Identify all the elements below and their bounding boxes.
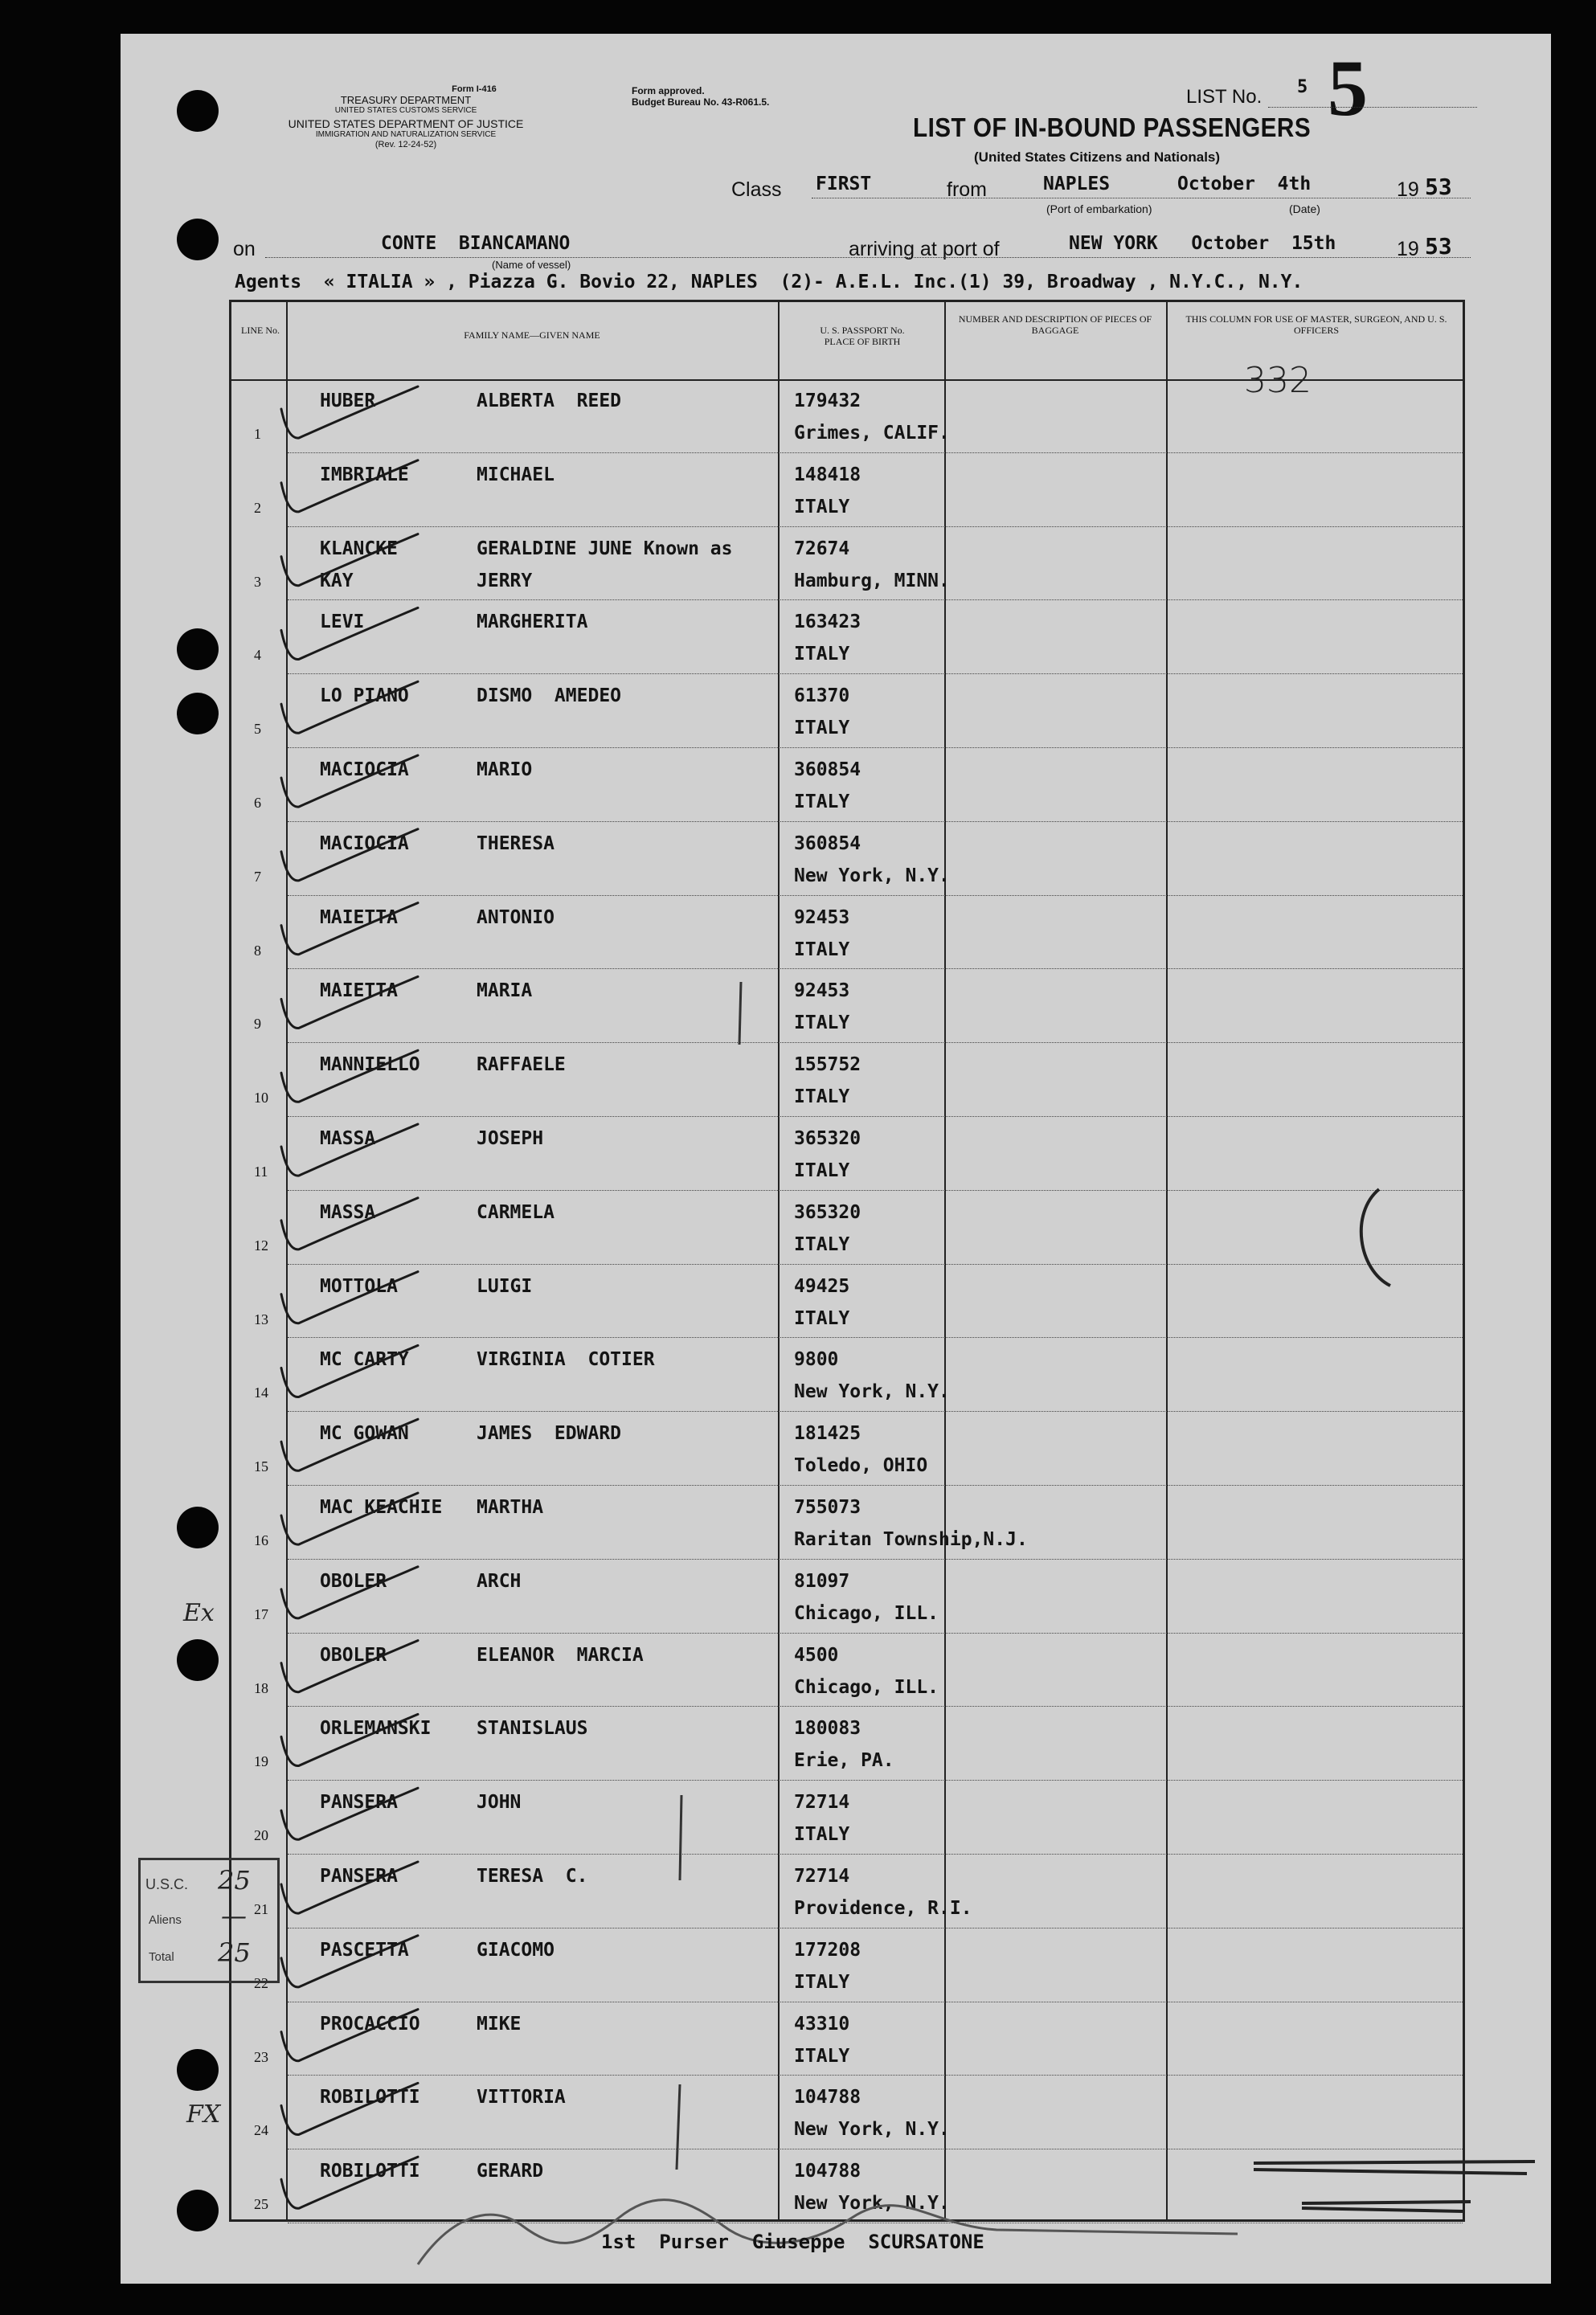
family-name: ORLEMANSKI bbox=[320, 1718, 432, 1740]
header-baggage: NUMBER AND DESCRIPTION OF PIECES OF BAGGAGE bbox=[958, 313, 1152, 336]
line-number: 16 bbox=[254, 1532, 268, 1548]
line-number: 15 bbox=[254, 1458, 268, 1475]
passport-number: 163423 bbox=[794, 611, 861, 633]
checkmark bbox=[281, 1050, 418, 1102]
place-of-birth: Providence, R.I. bbox=[794, 1898, 972, 1919]
family-name: HUBER bbox=[320, 391, 376, 411]
place-of-birth: Raritan Township,N.J. bbox=[794, 1529, 1028, 1550]
line-number: 14 bbox=[254, 1385, 268, 1401]
family-name: OBOLER bbox=[320, 1570, 387, 1592]
list-no-typed: 5 bbox=[1297, 77, 1308, 97]
embarkation-date: October 4th bbox=[1177, 174, 1312, 194]
stamp-usc-label: U.S.C. bbox=[145, 1876, 189, 1892]
embarkation-port: NAPLES bbox=[1043, 174, 1111, 194]
line-number: 11 bbox=[254, 1164, 268, 1180]
family-name: IMBRIALE bbox=[320, 464, 409, 485]
given-name: ELEANOR MARCIA bbox=[477, 1644, 644, 1666]
stamp-usc-value: 25 bbox=[218, 1865, 251, 1896]
line-number: 10 bbox=[254, 1090, 268, 1106]
vessel-caption: (Name of vessel) bbox=[492, 259, 571, 271]
given-name: MARIO bbox=[477, 759, 533, 780]
form-number: Form I-416 bbox=[452, 84, 497, 94]
line-number: 2 bbox=[254, 499, 261, 516]
family-name: MACIOCIA bbox=[320, 759, 409, 780]
passport-number: 148418 bbox=[794, 464, 861, 485]
revision: (Rev. 12-24-52) bbox=[374, 140, 437, 149]
place-of-birth: ITALY bbox=[794, 718, 850, 739]
place-of-birth: ITALY bbox=[794, 1012, 850, 1034]
purser-signature-line: 1st Purser Giuseppe SCURSATONE bbox=[601, 2231, 984, 2253]
vessel-name: CONTE BIANCAMANO bbox=[381, 233, 571, 254]
line-number: 7 bbox=[254, 868, 261, 885]
line-number: 3 bbox=[254, 573, 261, 590]
given-name: ALBERTA REED bbox=[477, 391, 622, 411]
line-number: 9 bbox=[254, 1016, 261, 1033]
passport-number: 179432 bbox=[794, 391, 861, 411]
line-number: 13 bbox=[254, 1311, 268, 1327]
faint-stamp-arc bbox=[1361, 1189, 1390, 1286]
given-name: RAFFAELE bbox=[477, 1054, 566, 1076]
passport-number: 72714 bbox=[794, 1792, 850, 1814]
family-name: MASSA bbox=[320, 1201, 376, 1223]
checkmark bbox=[281, 1641, 418, 1692]
embark-year: 53 bbox=[1425, 174, 1452, 200]
form-subtitle: (United States Citizens and Nationals) bbox=[974, 149, 1221, 165]
passport-number: 9800 bbox=[794, 1349, 839, 1371]
family-name: MAC KEACHIE bbox=[320, 1497, 443, 1518]
checkmark bbox=[281, 1788, 418, 1839]
place-of-birth: ITALY bbox=[794, 2045, 850, 2067]
checkmark bbox=[281, 1272, 418, 1323]
family-name: MOTTOLA bbox=[320, 1275, 398, 1297]
alias-given-name: JERRY bbox=[477, 570, 533, 591]
family-name: MACIOCIA bbox=[320, 832, 409, 854]
stamp-aliens-label: Aliens bbox=[149, 1913, 182, 1927]
class-value: FIRST bbox=[816, 174, 872, 194]
family-name: PANSERA bbox=[320, 1866, 398, 1887]
line-number: 17 bbox=[254, 1605, 268, 1622]
line-number: 25 bbox=[254, 2196, 268, 2213]
place-of-birth: ITALY bbox=[794, 496, 850, 517]
given-name: JOSEPH bbox=[477, 1128, 544, 1149]
passport-number: 92453 bbox=[794, 980, 850, 1002]
margin-mark-fx: FX bbox=[186, 2100, 221, 2129]
place-of-birth: ITALY bbox=[794, 1086, 850, 1108]
place-of-birth: Chicago, ILL. bbox=[794, 1602, 939, 1624]
family-name: MAIETTA bbox=[320, 980, 398, 1002]
given-name: JAMES EDWARD bbox=[477, 1423, 622, 1445]
line-number: 21 bbox=[254, 1901, 268, 1917]
place-of-birth: ITALY bbox=[794, 644, 850, 665]
margin-mark-ex: Ex bbox=[183, 1599, 215, 1627]
line-number: 24 bbox=[254, 2122, 268, 2139]
checkmark bbox=[281, 1936, 418, 1987]
stamp-total-label: Total bbox=[149, 1950, 174, 1964]
given-name: STANISLAUS bbox=[477, 1718, 588, 1740]
line-number: 1 bbox=[254, 426, 261, 442]
given-name: CARMELA bbox=[477, 1201, 555, 1223]
pencil-stroke bbox=[680, 1795, 681, 1880]
checkmark bbox=[281, 2157, 418, 2208]
family-name: MAIETTA bbox=[320, 906, 398, 928]
checkmark bbox=[281, 2010, 418, 2061]
checkmark bbox=[281, 903, 418, 955]
checkmark bbox=[281, 607, 418, 659]
checkmark bbox=[281, 681, 418, 733]
passport-number: 155752 bbox=[794, 1054, 861, 1076]
line-number: 23 bbox=[254, 2048, 268, 2065]
family-name: MC GOWAN bbox=[320, 1423, 409, 1445]
ins-service: IMMIGRATION AND NATURALIZATION SERVICE bbox=[315, 130, 497, 139]
header-line-no: LINE No. bbox=[241, 325, 280, 336]
family-name: LO PIANO bbox=[320, 685, 409, 707]
given-name: GIACOMO bbox=[477, 1939, 555, 1961]
passport-number: 177208 bbox=[794, 1939, 861, 1961]
place-of-birth: ITALY bbox=[794, 1971, 850, 1993]
place-of-birth: Hamburg, MINN. bbox=[794, 570, 950, 591]
checkmark bbox=[281, 1419, 418, 1470]
checkmark bbox=[281, 1862, 418, 1913]
form-approved: Form approved. bbox=[632, 85, 705, 96]
pencil-stroke bbox=[677, 2084, 680, 2170]
officer-note: 332 bbox=[1244, 360, 1312, 401]
given-name: GERARD bbox=[477, 2161, 544, 2182]
checkmark bbox=[281, 534, 418, 586]
checkmark bbox=[281, 1493, 418, 1544]
family-name: MC CARTY bbox=[320, 1349, 409, 1371]
place-of-birth: Erie, PA. bbox=[794, 1750, 894, 1772]
place-of-birth: ITALY bbox=[794, 1160, 850, 1181]
given-name: MIKE bbox=[477, 2013, 522, 2035]
place-of-birth: New York, N.Y. bbox=[794, 1381, 950, 1403]
checkmark bbox=[281, 976, 418, 1028]
checkmark bbox=[281, 1198, 418, 1250]
bureau-number: Budget Bureau No. 43-R061.5. bbox=[632, 96, 770, 108]
arriving-label: arriving at port of bbox=[849, 238, 1000, 260]
passport-number: 81097 bbox=[794, 1570, 850, 1592]
passport-number: 365320 bbox=[794, 1128, 861, 1149]
stamp-total-value: 25 bbox=[218, 1937, 251, 1968]
checkmark bbox=[281, 829, 418, 881]
checkmark bbox=[281, 387, 418, 438]
header-passport: U. S. PASSPORT No. PLACE OF BIRTH bbox=[820, 325, 905, 347]
place-of-birth: New York, N.Y. bbox=[794, 2119, 950, 2141]
line-number: 5 bbox=[254, 721, 261, 738]
given-name: MICHAEL bbox=[477, 464, 555, 485]
place-of-birth: ITALY bbox=[794, 939, 850, 960]
family-name: KLANCKE bbox=[320, 538, 398, 559]
family-name: PANSERA bbox=[320, 1792, 398, 1814]
passport-number: 43310 bbox=[794, 2013, 850, 2035]
list-no-large: 5 bbox=[1328, 43, 1368, 133]
checkmark bbox=[281, 2083, 418, 2134]
year-prefix: 19 bbox=[1397, 178, 1419, 201]
passport-number: 72714 bbox=[794, 1866, 850, 1887]
family-name: PASCETTA bbox=[320, 1939, 409, 1961]
alias-family-name: KAY bbox=[320, 570, 354, 591]
family-name: MASSA bbox=[320, 1128, 376, 1149]
place-of-birth: ITALY bbox=[794, 1307, 850, 1329]
line-number: 12 bbox=[254, 1237, 268, 1254]
given-name: THERESA bbox=[477, 832, 555, 854]
crossed-out-mark bbox=[1254, 2162, 1535, 2211]
given-name: JOHN bbox=[477, 1792, 522, 1814]
passport-number: 104788 bbox=[794, 2087, 861, 2108]
passport-number: 72674 bbox=[794, 538, 850, 559]
place-of-birth: Grimes, CALIF. bbox=[794, 423, 950, 444]
customs-service: UNITED STATES CUSTOMS SERVICE bbox=[334, 106, 477, 115]
on-label: on bbox=[233, 238, 256, 260]
given-name: LUIGI bbox=[477, 1275, 533, 1297]
header-family-name: FAMILY NAME—GIVEN NAME bbox=[464, 329, 600, 341]
place-of-birth: Chicago, ILL. bbox=[794, 1676, 939, 1698]
place-of-birth: New York, N.Y. bbox=[794, 2193, 950, 2215]
passport-number: 92453 bbox=[794, 906, 850, 928]
passport-number: 360854 bbox=[794, 759, 861, 780]
given-name: VITTORIA bbox=[477, 2087, 566, 2108]
given-name: DISMO AMEDEO bbox=[477, 685, 622, 707]
family-name: OBOLER bbox=[320, 1644, 387, 1666]
given-name: MARTHA bbox=[477, 1497, 544, 1518]
checkmark bbox=[281, 755, 418, 807]
line-number: 8 bbox=[254, 942, 261, 959]
family-name: ROBILOTTI bbox=[320, 2161, 420, 2182]
passport-number: 49425 bbox=[794, 1275, 850, 1297]
passport-number: 104788 bbox=[794, 2161, 861, 2182]
given-name: ARCH bbox=[477, 1570, 522, 1592]
given-name: VIRGINIA COTIER bbox=[477, 1349, 655, 1371]
place-of-birth: New York, N.Y. bbox=[794, 865, 950, 886]
given-name: TERESA C. bbox=[477, 1866, 588, 1887]
family-name: MANNIELLO bbox=[320, 1054, 420, 1076]
place-of-birth: Toledo, OHIO bbox=[794, 1455, 928, 1477]
stamp-aliens-value: — bbox=[221, 1900, 247, 1931]
checkmark bbox=[281, 1567, 418, 1618]
from-label: from bbox=[947, 178, 987, 201]
form-title: LIST OF IN-BOUND PASSENGERS bbox=[913, 112, 1312, 142]
line-number: 19 bbox=[254, 1753, 268, 1770]
passport-number: 4500 bbox=[794, 1644, 839, 1666]
given-name: MARGHERITA bbox=[477, 611, 588, 633]
checkmark bbox=[281, 1714, 418, 1765]
arrival-port-date: NEW YORK October 15th bbox=[1069, 233, 1336, 254]
line-number: 4 bbox=[254, 647, 261, 664]
passport-number: 755073 bbox=[794, 1497, 861, 1518]
port-caption: (Port of embarkation) bbox=[1046, 202, 1152, 215]
pencil-stroke bbox=[739, 982, 741, 1045]
header-officers: THIS COLUMN FOR USE OF MASTER, SURGEON, AND U. S. OFFICERS bbox=[1185, 313, 1447, 336]
year-prefix-2: 19 bbox=[1397, 238, 1419, 260]
given-name: GERALDINE JUNE Known as bbox=[477, 538, 733, 559]
dept-justice: UNITED STATES DEPARTMENT OF JUSTICE bbox=[288, 117, 524, 130]
family-name: PROCACCIO bbox=[320, 2013, 420, 2035]
checkmark bbox=[281, 460, 418, 512]
line-number: 20 bbox=[254, 1827, 268, 1844]
family-name: ROBILOTTI bbox=[320, 2087, 420, 2108]
agents-line: Agents « ITALIA » , Piazza G. Bovio 22, NAPLES (2)- A.E.L. Inc.(1) 39, Broadway , N.Y.C., N.Y. bbox=[235, 272, 1303, 292]
place-of-birth: ITALY bbox=[794, 1824, 850, 1846]
dept-treasury: TREASURY DEPARTMENT bbox=[340, 94, 472, 106]
arrival-year: 53 bbox=[1425, 233, 1452, 260]
passport-number: 365320 bbox=[794, 1201, 861, 1223]
checkmark bbox=[281, 1345, 418, 1397]
class-label: Class bbox=[731, 178, 782, 201]
given-name: MARIA bbox=[477, 980, 533, 1002]
passport-number: 360854 bbox=[794, 832, 861, 854]
date-caption: (Date) bbox=[1289, 202, 1320, 215]
place-of-birth: ITALY bbox=[794, 791, 850, 812]
line-number: 6 bbox=[254, 795, 261, 811]
given-name: ANTONIO bbox=[477, 906, 555, 928]
list-no-label: LIST No. bbox=[1186, 86, 1262, 108]
line-number: 22 bbox=[254, 1974, 268, 1991]
place-of-birth: ITALY bbox=[794, 1233, 850, 1255]
family-name: LEVI bbox=[320, 611, 365, 633]
passport-number: 180083 bbox=[794, 1718, 861, 1740]
line-number: 18 bbox=[254, 1679, 268, 1696]
checkmark bbox=[281, 1124, 418, 1176]
passport-number: 61370 bbox=[794, 685, 850, 707]
passport-number: 181425 bbox=[794, 1423, 861, 1445]
